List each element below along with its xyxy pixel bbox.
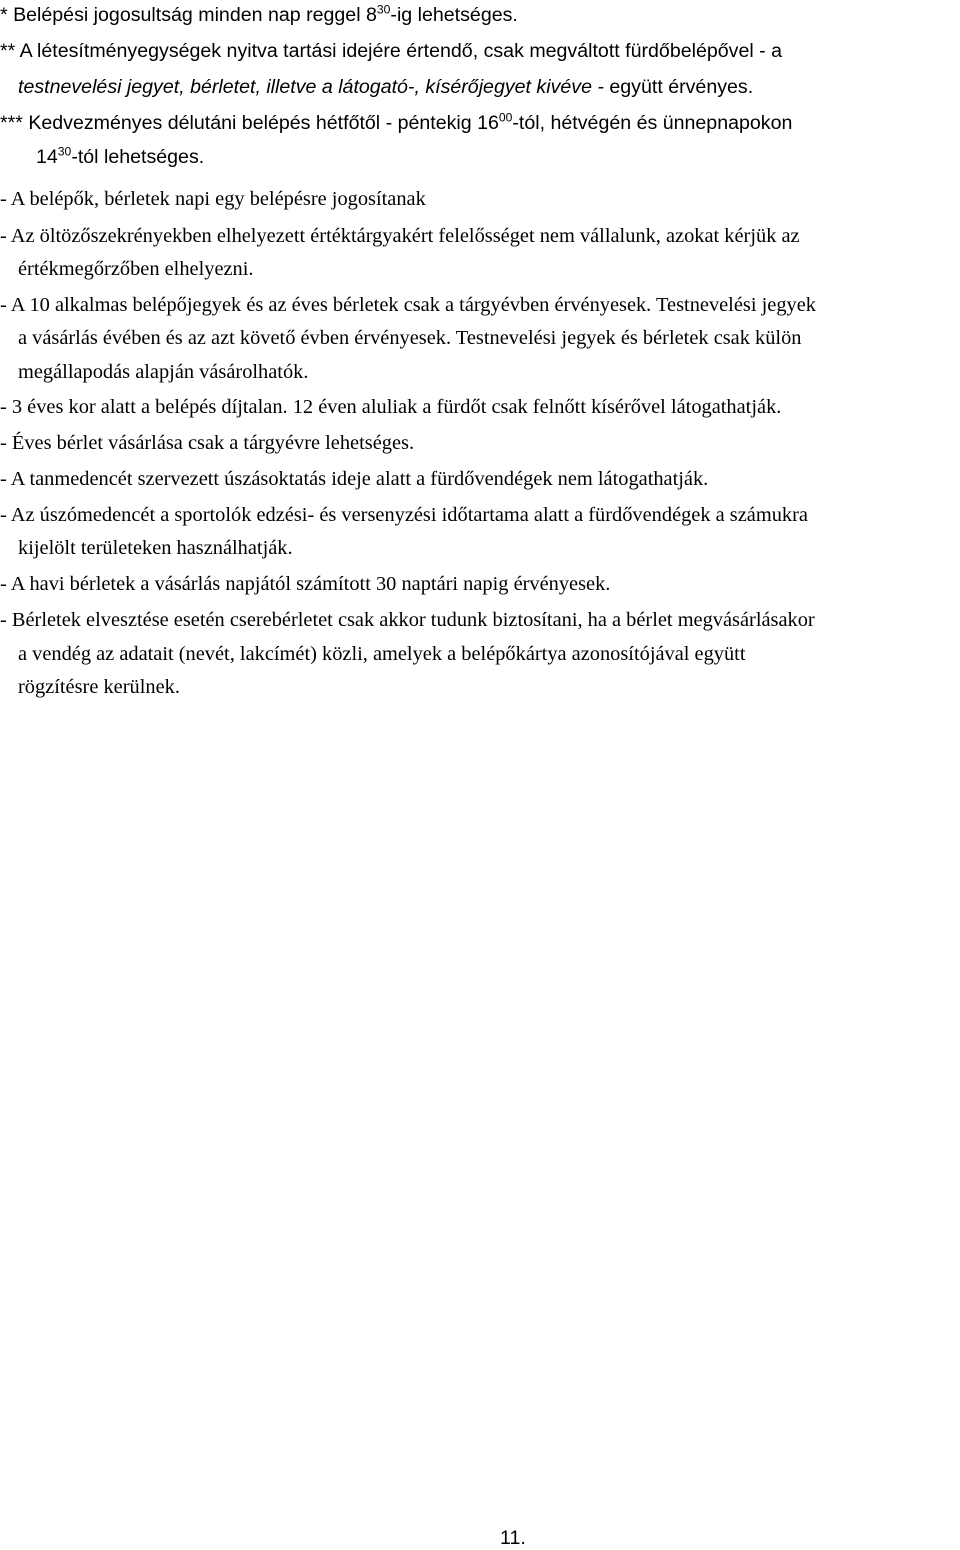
superscript-minutes: 30 xyxy=(376,2,391,17)
footnote-text: -ig lehetséges. xyxy=(390,4,518,26)
footnote-text: -tól lehetséges. xyxy=(71,146,205,168)
rule-line: - A tanmedencét szervezett úszásoktatás ideje alatt a fürdővendégek nem látogathatják. xyxy=(0,468,709,490)
footnote-entry-discount xyxy=(0,112,792,135)
rule-line: - Bérletek elvesztése esetén cserebérletet csak akkor tudunk biztosítani, ha a bérlet megvásárlásakor xyxy=(0,609,815,631)
rule-line-continued: rögzítésre kerülnek. xyxy=(18,676,180,698)
footnote-text: -tól, hétvégén és ünnepnapokon xyxy=(512,112,793,134)
footnote-entry-opening-time xyxy=(0,4,518,27)
superscript-minutes: 00 xyxy=(498,110,513,125)
rule-line: - Éves bérlet vásárlása csak a tárgyévre lehetséges. xyxy=(0,432,415,454)
rule-line-continued: a vendég az adatait (nevét, lakcímét) közli, amelyek a belépőkártya azonosítójával együtt xyxy=(18,643,746,665)
footnote-entry-discount-continued xyxy=(36,146,204,169)
rule-line: - Az öltözőszekrényekben elhelyezett értéktárgyakért felelősséget nem vállalunk, azokat kérjük az xyxy=(0,225,800,247)
rule-line-continued: értékmegőrzőben elhelyezni. xyxy=(18,258,254,280)
footnote-text: ** A létesítményegységek nyitva tartási idejére értendő, csak megváltott fürdőbelépővel - a xyxy=(0,40,783,62)
rule-line-continued: megállapodás alapján vásárolhatók. xyxy=(18,361,309,383)
footnote-text: *** Kedvezményes délutáni belépés hétfőtől - péntekig 16 xyxy=(0,112,499,134)
rule-line: - 3 éves kor alatt a belépés díjtalan. 12 éven aluliak a fürdőt csak felnőtt kísérővel látogathatják. xyxy=(0,396,782,418)
superscript-minutes: 30 xyxy=(57,144,72,159)
footnote-text: együtt érvényes. xyxy=(609,76,754,98)
rule-line: - A havi bérletek a vásárlás napjától számított 30 naptári napig érvényesek. xyxy=(0,573,611,595)
rule-line-continued: kijelölt területeken használhatják. xyxy=(18,537,293,559)
rule-line: - A belépők, bérletek napi egy belépésre jogosítanak xyxy=(0,188,426,210)
rule-line: - A 10 alkalmas belépőjegyek és az éves bérletek csak a tárgyévben érvényesek. Testnevelési jegyek xyxy=(0,294,816,316)
rule-line: - Az úszómedencét a sportolók edzési- és versenyzési időtartama alatt a fürdővendégek a számukra xyxy=(0,504,808,526)
footnote-text: * Belépési jogosultság minden nap reggel 8 xyxy=(0,4,377,26)
footnote-text: 14 xyxy=(36,146,58,168)
page-number: 11. xyxy=(500,1527,526,1549)
footnote-entry-validity xyxy=(0,40,782,63)
footnote-entry-validity-continued xyxy=(18,76,753,99)
rule-line-continued: a vásárlás évében és az azt követő évben érvényesek. Testnevelési jegyek és bérletek csak külön xyxy=(18,327,802,349)
footnote-italic-text: testnevelési jegyet, bérletet, illetve a látogató-, kísérőjegyet kivéve - xyxy=(18,76,610,98)
